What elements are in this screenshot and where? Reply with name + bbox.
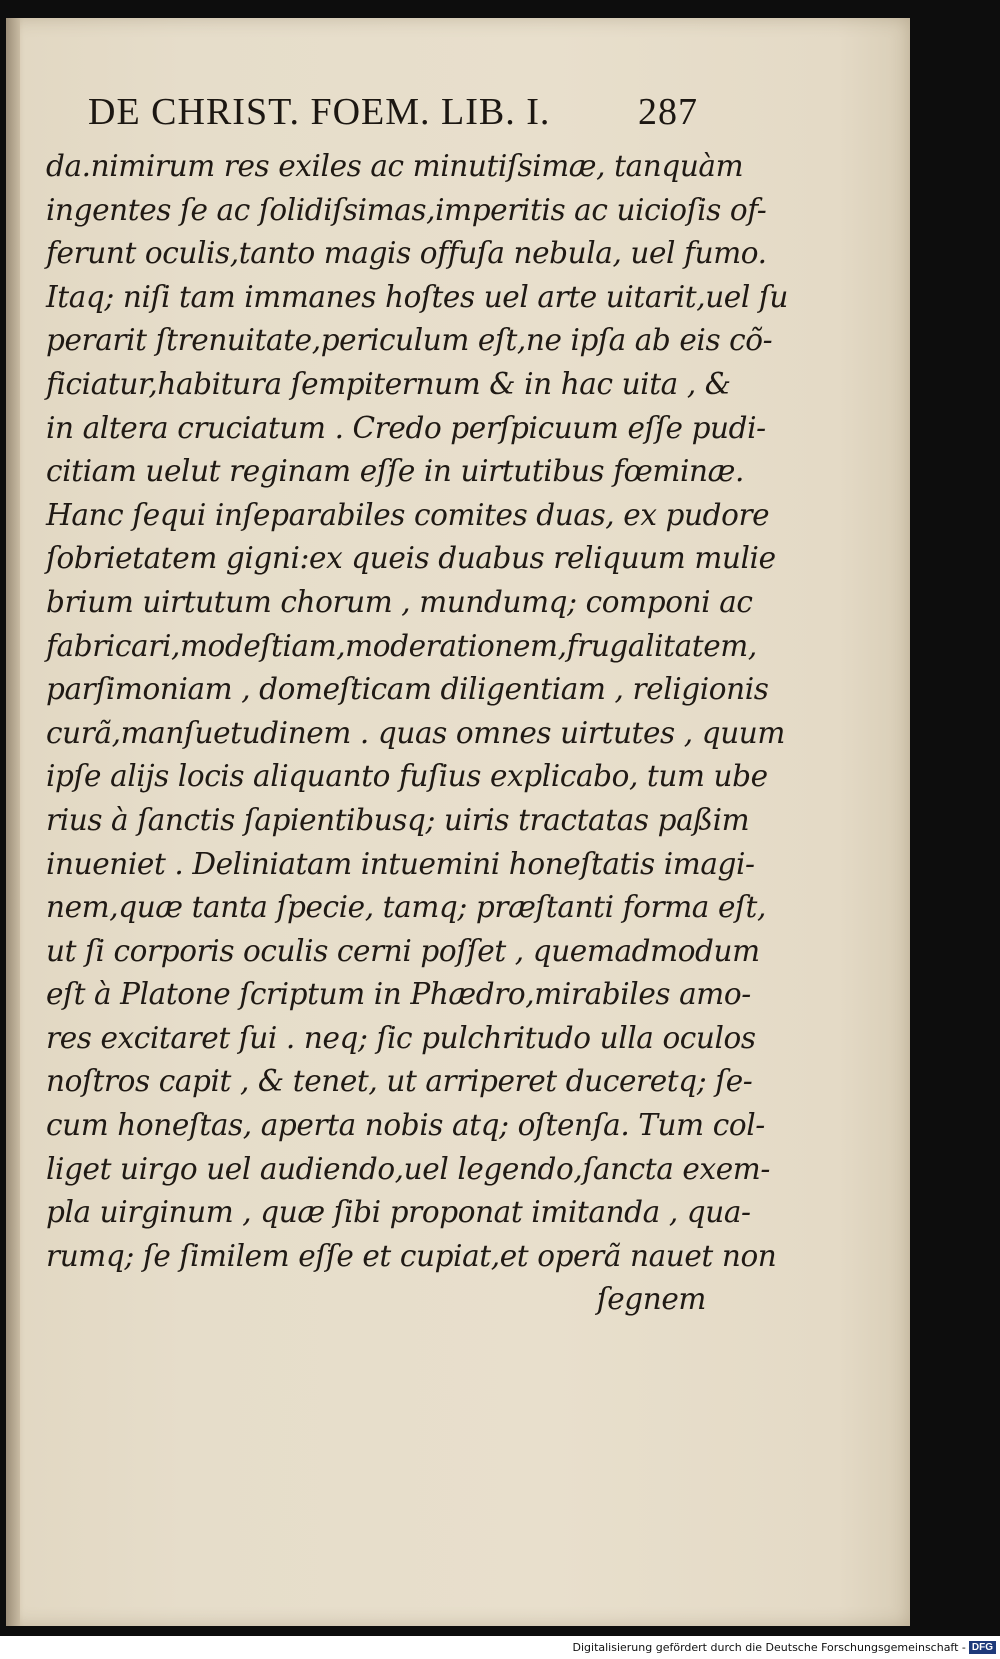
- text-line: rius à ſanctis ſapientibusq; uiris tractatas paßim: [46, 802, 750, 837]
- text-line: da.nimirum res exiles ac minutiſsimæ, tanquàm: [46, 149, 744, 183]
- dfg-logo: DFG: [969, 1641, 996, 1654]
- text-line: ingentes ſe ac ſolidiſsimas,imperitis ac uicioſis of-: [46, 192, 767, 227]
- text-line: ficiatur,habitura ſempiternum & in hac uita , &: [46, 366, 731, 401]
- text-line: Hanc ſequi inſeparabiles comites duas, ex pudore: [46, 497, 770, 532]
- body-text: [46, 145, 788, 1322]
- text-line: pla uirginum , quæ ſibi proponat imitanda , qua-: [46, 1195, 751, 1230]
- text-line: brium uirtutum chorum , mundumq; componi ac: [46, 584, 753, 619]
- text-line: ipſe alijs locis aliquanto fuſius explicabo, tum ube: [46, 759, 768, 794]
- text-line: ferunt oculis,tanto magis offuſa nebula, uel fumo.: [46, 236, 767, 271]
- text-line: curã,manſuetudinem . quas omnes uirtutes , quum: [46, 715, 785, 750]
- text-line: ſobrietatem gigni:ex queis duabus reliquum mulie: [46, 541, 776, 576]
- text-line: inueniet . Deliniatam intuemini honeſtatis imagi-: [46, 846, 755, 881]
- running-title: DE CHRIST. FOEM. LIB. I.: [88, 91, 551, 133]
- text-line: rumq; ſe ſimilem eſſe et cupiat,et operã nauet non: [46, 1238, 777, 1273]
- running-header: [88, 90, 698, 134]
- page-number: 287: [638, 91, 698, 133]
- text-line: nem,quæ tanta ſpecie, tamq; præſtanti forma eſt,: [46, 890, 766, 925]
- text-line: fabricari,modeſtiam,moderationem,frugalitatem,: [46, 628, 757, 663]
- text-line: parſimoniam , domeſticam diligentiam , religionis: [46, 672, 769, 707]
- text-line: citiam uelut reginam eſſe in uirtutibus fœminæ.: [46, 454, 744, 489]
- digitization-credit: [573, 1641, 997, 1654]
- page-gutter-edge: [6, 18, 20, 1626]
- text-line: in altera cruciatum . Credo perſpicuum eſſe pudi-: [46, 410, 766, 445]
- catchword: ſegnem: [596, 1282, 706, 1317]
- text-line: eſt à Platone ſcriptum in Phædro,mirabiles amo-: [46, 977, 751, 1012]
- text-line: perarit ſtrenuitate,periculum eſt,ne ipſa ab eis cõ-: [46, 323, 773, 358]
- text-line: Itaq; niſi tam immanes hoſtes uel arte uitarit,uel ſu: [46, 279, 788, 314]
- text-line: ut ſi corporis oculis cerni poſſet , quemadmodum: [46, 933, 760, 968]
- credit-text: Digitalisierung gefördert durch die Deutsche Forschungsgemeinschaft -: [572, 1641, 966, 1654]
- text-line: res excitaret ſui . neq; ſic pulchritudo ulla oculos: [46, 1020, 756, 1055]
- text-line: noſtros capit , & tenet, ut arriperet duceretq; ſe-: [46, 1064, 753, 1099]
- text-line: liget uirgo uel audiendo,uel legendo,ſancta exem-: [46, 1151, 770, 1186]
- text-line: cum honeſtas, aperta nobis atq; oſtenſa. Tum col-: [46, 1108, 765, 1143]
